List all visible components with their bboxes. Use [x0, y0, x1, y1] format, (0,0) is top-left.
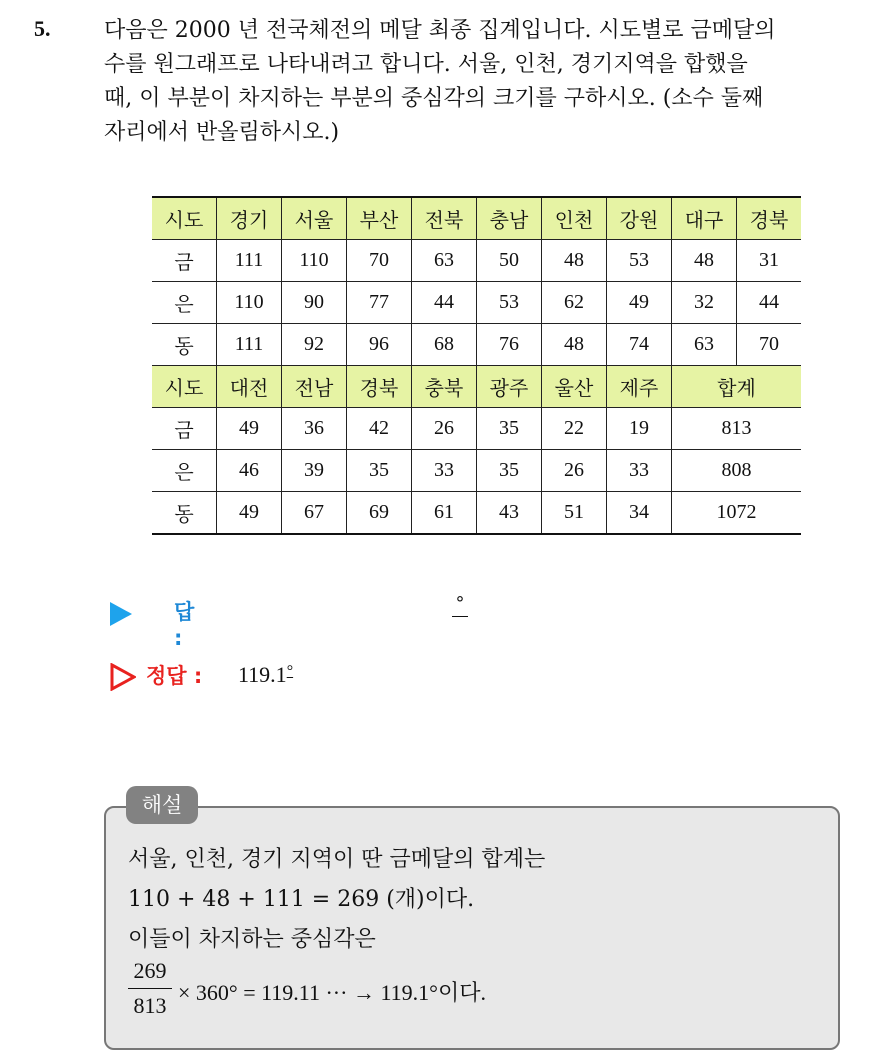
table-cell: 32 — [672, 282, 737, 324]
question-number: 5. — [34, 16, 51, 41]
table-header-cell: 시도 — [152, 366, 217, 408]
table-cell: 51 — [542, 492, 607, 535]
table-cell: 92 — [282, 324, 347, 366]
answer-label: 답 : — [174, 600, 195, 650]
table-header-cell: 경기 — [217, 197, 282, 240]
table-header-cell: 전남 — [282, 366, 347, 408]
table-cell: 26 — [542, 450, 607, 492]
table-header-cell: 대구 — [672, 197, 737, 240]
table-cell: 74 — [607, 324, 672, 366]
fraction — [128, 956, 172, 1021]
table-cell: 49 — [217, 408, 282, 450]
table-cell: 77 — [347, 282, 412, 324]
table-row — [152, 366, 801, 408]
table-cell: 26 — [412, 408, 477, 450]
table-row — [152, 492, 801, 535]
table-cell: 68 — [412, 324, 477, 366]
table-cell: 36 — [282, 408, 347, 450]
explanation-line: 서울, 인천, 경기 지역이 딴 금메달의 합계는 — [128, 847, 546, 872]
table-cell: 31 — [737, 240, 802, 282]
table-header-cell: 시도 — [152, 197, 217, 240]
explanation-tab: 해설 — [126, 786, 198, 824]
table-cell: 34 — [607, 492, 672, 535]
table-row — [152, 197, 801, 240]
formula-rest: × 360° = 119.11 ··· → 119.1°이다. — [178, 980, 486, 1005]
table-header-cell: 인천 — [542, 197, 607, 240]
table-header-cell: 경북 — [347, 366, 412, 408]
table-cell: 49 — [607, 282, 672, 324]
table-cell: 19 — [607, 408, 672, 450]
table-cell: 111 — [217, 240, 282, 282]
medal-table — [152, 196, 801, 535]
row-label-cell: 은 — [152, 450, 217, 492]
table-cell: 42 — [347, 408, 412, 450]
table-cell: 43 — [477, 492, 542, 535]
question-line: 때, 이 부분이 차지하는 부분의 중심각의 크기를 구하시오. (소수 둘째 — [104, 86, 764, 111]
table-cell: 48 — [542, 324, 607, 366]
table-cell: 76 — [477, 324, 542, 366]
fraction-bar — [128, 988, 172, 989]
correct-answer-label: 정답 : — [146, 664, 203, 688]
table-header-cell: 서울 — [282, 197, 347, 240]
table-header-cell: 제주 — [607, 366, 672, 408]
answer-blank[interactable]: ° — [452, 592, 468, 617]
explanation-line: 110 + 48 + 111 = 269 (개)이다. — [128, 887, 475, 912]
table-header-cell: 합계 — [672, 366, 802, 408]
table-cell: 90 — [282, 282, 347, 324]
correct-answer-number: 119.1 — [238, 662, 287, 687]
question-line: 수를 원그래프로 나타내려고 합니다. 서울, 인천, 경기지역을 합했을 — [104, 52, 748, 77]
row-label-cell: 금 — [152, 408, 217, 450]
fraction-denominator: 813 — [133, 993, 167, 1018]
table-cell: 44 — [412, 282, 477, 324]
question-line: 다음은 2000 년 전국체전의 메달 최종 집계입니다. 시도별로 금메달의 — [104, 18, 776, 43]
row-label-cell: 동 — [152, 492, 217, 535]
table-cell: 61 — [412, 492, 477, 535]
play-triangle-icon — [110, 602, 132, 626]
table-cell: 70 — [347, 240, 412, 282]
table-cell: 44 — [737, 282, 802, 324]
table-row — [152, 408, 801, 450]
table-cell: 49 — [217, 492, 282, 535]
table-header-cell: 경북 — [737, 197, 802, 240]
table-header-cell: 부산 — [347, 197, 412, 240]
table-cell: 33 — [412, 450, 477, 492]
table-header-cell: 대전 — [217, 366, 282, 408]
table-row — [152, 240, 801, 282]
table-total-cell: 813 — [672, 408, 802, 450]
table-cell: 46 — [217, 450, 282, 492]
table-cell: 48 — [542, 240, 607, 282]
table-cell: 22 — [542, 408, 607, 450]
table-header-cell: 충남 — [477, 197, 542, 240]
question-text — [104, 14, 864, 150]
outline-triangle-icon — [110, 663, 136, 691]
table-cell: 96 — [347, 324, 412, 366]
table-cell: 50 — [477, 240, 542, 282]
table-header-cell: 강원 — [607, 197, 672, 240]
table-cell: 53 — [607, 240, 672, 282]
table-total-cell: 808 — [672, 450, 802, 492]
table-header-cell: 울산 — [542, 366, 607, 408]
row-label-cell: 은 — [152, 282, 217, 324]
table-cell: 110 — [217, 282, 282, 324]
table-row — [152, 282, 801, 324]
table-header-cell: 전북 — [412, 197, 477, 240]
row-label-cell: 금 — [152, 240, 217, 282]
degree-symbol: ° — [286, 663, 294, 680]
table-row — [152, 450, 801, 492]
fraction-numerator: 269 — [133, 958, 167, 983]
table-header-cell: 광주 — [477, 366, 542, 408]
table-cell: 63 — [672, 324, 737, 366]
explanation-line: 이들이 차지하는 중심각은 — [128, 927, 376, 952]
table-cell: 63 — [412, 240, 477, 282]
table-cell: 70 — [737, 324, 802, 366]
table-cell: 111 — [217, 324, 282, 366]
table-header-cell: 충북 — [412, 366, 477, 408]
table-cell: 39 — [282, 450, 347, 492]
table-cell: 35 — [477, 408, 542, 450]
table-cell: 35 — [347, 450, 412, 492]
table-cell: 53 — [477, 282, 542, 324]
table-row — [152, 324, 801, 366]
table-cell: 110 — [282, 240, 347, 282]
table-cell: 48 — [672, 240, 737, 282]
table-cell: 62 — [542, 282, 607, 324]
table-total-cell: 1072 — [672, 492, 802, 535]
table-cell: 69 — [347, 492, 412, 535]
row-label-cell: 동 — [152, 324, 217, 366]
table-cell: 35 — [477, 450, 542, 492]
correct-answer-value — [238, 662, 293, 688]
table-cell: 67 — [282, 492, 347, 535]
explanation-text — [128, 840, 545, 960]
table-cell: 33 — [607, 450, 672, 492]
question-line: 자리에서 반올림하시오.) — [104, 120, 340, 145]
